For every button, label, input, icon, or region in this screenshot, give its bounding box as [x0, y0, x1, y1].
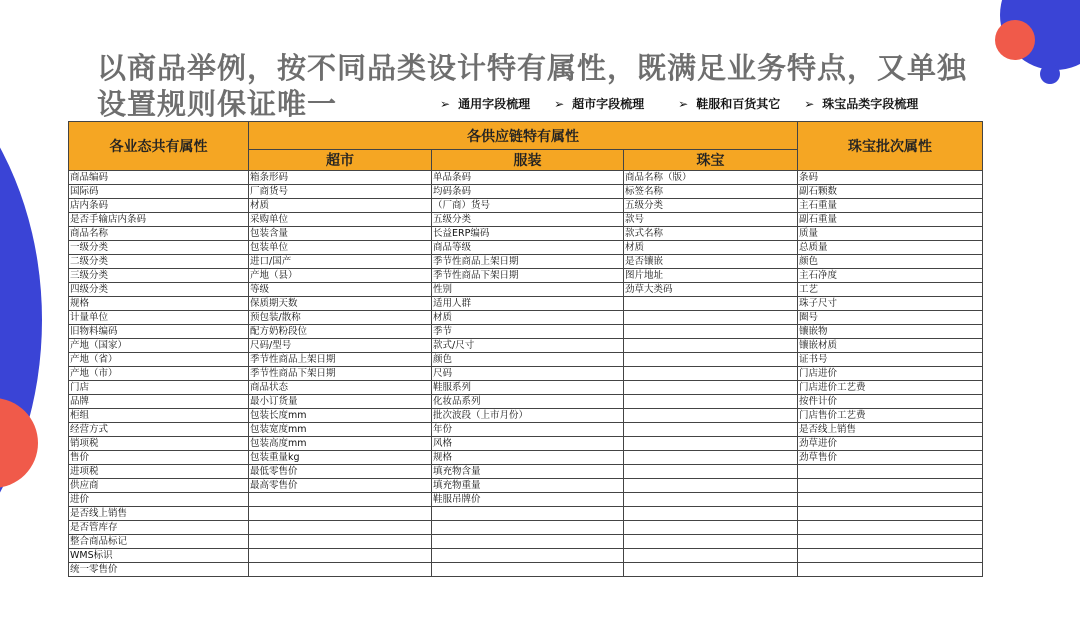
cell-supermarket [249, 521, 432, 535]
cell-jewelry-batch [798, 493, 983, 507]
cell-common: 柜组 [69, 409, 249, 423]
cell-jewelry [624, 395, 798, 409]
cell-apparel: 填充物含量 [432, 465, 624, 479]
cell-jewelry [624, 311, 798, 325]
cell-supermarket: 商品状态 [249, 381, 432, 395]
cell-jewelry-batch: 副石颗数 [798, 185, 983, 199]
table-row [69, 213, 983, 227]
cell-common: 售价 [69, 451, 249, 465]
header-supply-chain-attributes: 各供应链特有属性 [249, 122, 798, 150]
table-row [69, 269, 983, 283]
cell-common: 是否线上销售 [69, 507, 249, 521]
cell-supermarket: 配方奶粉段位 [249, 325, 432, 339]
cell-supermarket: 材质 [249, 199, 432, 213]
table-row [69, 283, 983, 297]
cell-jewelry [624, 423, 798, 437]
header-apparel: 服装 [432, 150, 624, 171]
cell-jewelry-batch: 是否线上销售 [798, 423, 983, 437]
decor-red-left-circle [0, 398, 38, 488]
cell-jewelry: 标签名称 [624, 185, 798, 199]
cell-common: 门店 [69, 381, 249, 395]
header-common-attributes: 各业态共有属性 [69, 122, 249, 171]
table-row [69, 549, 983, 563]
nav-item-market-fields[interactable]: ➢ 超市字段梳理 [554, 97, 645, 111]
cell-apparel: 均码条码 [432, 185, 624, 199]
table-body [69, 171, 983, 577]
cell-supermarket: 包装重量kg [249, 451, 432, 465]
cell-jewelry [624, 409, 798, 423]
cell-jewelry [624, 339, 798, 353]
cell-jewelry [624, 521, 798, 535]
cell-jewelry-batch: 工艺 [798, 283, 983, 297]
table-row [69, 409, 983, 423]
cell-supermarket: 包装高度mm [249, 437, 432, 451]
cell-jewelry [624, 437, 798, 451]
arrow-right-icon: ➢ [804, 97, 815, 111]
cell-apparel: 鞋服吊牌价 [432, 493, 624, 507]
cell-supermarket: 包装宽度mm [249, 423, 432, 437]
header-supermarket: 超市 [249, 150, 432, 171]
table-row [69, 185, 983, 199]
table-row [69, 199, 983, 213]
cell-common: 销项税 [69, 437, 249, 451]
cell-apparel: 尺码 [432, 367, 624, 381]
cell-jewelry [624, 325, 798, 339]
arrow-right-icon: ➢ [554, 97, 565, 111]
cell-apparel: 适用人群 [432, 297, 624, 311]
cell-apparel: 性别 [432, 283, 624, 297]
cell-common: 计量单位 [69, 311, 249, 325]
cell-jewelry: 款式名称 [624, 227, 798, 241]
cell-apparel: 鞋服系列 [432, 381, 624, 395]
cell-apparel: 材质 [432, 311, 624, 325]
cell-jewelry [624, 381, 798, 395]
cell-supermarket: 最低零售价 [249, 465, 432, 479]
table-row [69, 437, 983, 451]
table-row [69, 255, 983, 269]
cell-jewelry-batch: 圈号 [798, 311, 983, 325]
cell-apparel: 规格 [432, 451, 624, 465]
cell-jewelry-batch: 主石净度 [798, 269, 983, 283]
cell-common: 商品名称 [69, 227, 249, 241]
cell-supermarket: 采购单位 [249, 213, 432, 227]
cell-jewelry-batch: 条码 [798, 171, 983, 185]
table-row [69, 353, 983, 367]
cell-supermarket: 季节性商品下架日期 [249, 367, 432, 381]
cell-common: 品牌 [69, 395, 249, 409]
cell-jewelry [624, 479, 798, 493]
cell-supermarket: 产地（县） [249, 269, 432, 283]
cell-jewelry-batch: 门店进价工艺费 [798, 381, 983, 395]
cell-common: 产地（国家） [69, 339, 249, 353]
cell-jewelry [624, 563, 798, 577]
cell-jewelry [624, 507, 798, 521]
cell-jewelry: 商品名称（版） [624, 171, 798, 185]
cell-jewelry [624, 535, 798, 549]
cell-common: 规格 [69, 297, 249, 311]
header-jewelry: 珠宝 [624, 150, 798, 171]
cell-jewelry-batch: 镶嵌物 [798, 325, 983, 339]
arrow-right-icon: ➢ [678, 97, 689, 111]
table-row [69, 171, 983, 185]
table-row [69, 493, 983, 507]
table-row [69, 395, 983, 409]
cell-apparel: 商品等级 [432, 241, 624, 255]
cell-supermarket: 包装单位 [249, 241, 432, 255]
cell-apparel: 颜色 [432, 353, 624, 367]
cell-jewelry [624, 297, 798, 311]
cell-jewelry-batch: 总质量 [798, 241, 983, 255]
cell-apparel: 长益ERP编码 [432, 227, 624, 241]
cell-common: 一级分类 [69, 241, 249, 255]
table-row [69, 241, 983, 255]
cell-jewelry-batch: 主石重量 [798, 199, 983, 213]
cell-jewelry-batch: 劲草进价 [798, 437, 983, 451]
cell-common: 是否管库存 [69, 521, 249, 535]
cell-jewelry-batch: 珠子尺寸 [798, 297, 983, 311]
cell-apparel: 填充物重量 [432, 479, 624, 493]
cell-apparel: 批次波段（上市月份） [432, 409, 624, 423]
cell-common: WMS标识 [69, 549, 249, 563]
table-row [69, 311, 983, 325]
cell-common: 国际码 [69, 185, 249, 199]
cell-common: 进价 [69, 493, 249, 507]
cell-jewelry-batch: 门店进价 [798, 367, 983, 381]
cell-common: 进项税 [69, 465, 249, 479]
cell-jewelry-batch: 颜色 [798, 255, 983, 269]
cell-jewelry-batch [798, 521, 983, 535]
arrow-right-icon: ➢ [440, 97, 451, 111]
cell-common: 统一零售价 [69, 563, 249, 577]
cell-supermarket [249, 563, 432, 577]
table-row [69, 521, 983, 535]
cell-jewelry-batch [798, 549, 983, 563]
cell-apparel: 年份 [432, 423, 624, 437]
cell-supermarket: 最高零售价 [249, 479, 432, 493]
cell-jewelry: 是否镶嵌 [624, 255, 798, 269]
table-row [69, 227, 983, 241]
cell-apparel [432, 535, 624, 549]
cell-apparel [432, 521, 624, 535]
table-row [69, 451, 983, 465]
cell-jewelry: 图片地址 [624, 269, 798, 283]
nav-links [440, 95, 1000, 115]
header-jewelry-batch-attributes: 珠宝批次属性 [798, 122, 983, 171]
cell-jewelry: 材质 [624, 241, 798, 255]
cell-common: 供应商 [69, 479, 249, 493]
cell-supermarket: 尺码/型号 [249, 339, 432, 353]
table-row [69, 465, 983, 479]
table-row [69, 297, 983, 311]
table-row [69, 563, 983, 577]
nav-item-jewelry-fields[interactable]: ➢ 珠宝品类字段梳理 [804, 97, 919, 111]
cell-jewelry-batch: 劲草售价 [798, 451, 983, 465]
cell-common: 店内条码 [69, 199, 249, 213]
cell-jewelry [624, 465, 798, 479]
table-row [69, 507, 983, 521]
table-row [69, 367, 983, 381]
nav-item-apparel-fields[interactable]: ➢ 鞋服和百货其它 [678, 97, 781, 111]
cell-common: 是否手输店内条码 [69, 213, 249, 227]
cell-jewelry-batch [798, 465, 983, 479]
cell-apparel: 五级分类 [432, 213, 624, 227]
cell-common: 产地（市） [69, 367, 249, 381]
cell-common: 二级分类 [69, 255, 249, 269]
cell-jewelry-batch: 证书号 [798, 353, 983, 367]
cell-jewelry [624, 353, 798, 367]
cell-supermarket: 最小订货量 [249, 395, 432, 409]
table-row [69, 535, 983, 549]
cell-apparel [432, 563, 624, 577]
cell-supermarket: 进口/国产 [249, 255, 432, 269]
cell-apparel: （厂商）货号 [432, 199, 624, 213]
nav-item-common-fields[interactable]: ➢ 通用字段梳理 [440, 97, 531, 111]
cell-supermarket: 包装长度mm [249, 409, 432, 423]
cell-supermarket: 预包装/散称 [249, 311, 432, 325]
decor-red-top-right-circle [995, 20, 1035, 60]
cell-jewelry-batch: 门店售价工艺费 [798, 409, 983, 423]
cell-jewelry [624, 549, 798, 563]
table-row [69, 423, 983, 437]
cell-common: 产地（省） [69, 353, 249, 367]
cell-apparel: 季节 [432, 325, 624, 339]
cell-supermarket: 等级 [249, 283, 432, 297]
cell-supermarket [249, 507, 432, 521]
attribute-table [68, 121, 983, 577]
cell-jewelry: 劲草大类码 [624, 283, 798, 297]
cell-common: 整合商品标记 [69, 535, 249, 549]
cell-jewelry: 款号 [624, 213, 798, 227]
cell-jewelry-batch [798, 535, 983, 549]
decor-blue-small-circle [1040, 64, 1060, 84]
decor-blue-left-shape [0, 20, 42, 620]
cell-jewelry-batch: 质量 [798, 227, 983, 241]
cell-common: 商品编码 [69, 171, 249, 185]
cell-common: 三级分类 [69, 269, 249, 283]
cell-jewelry-batch: 按件计价 [798, 395, 983, 409]
cell-jewelry [624, 367, 798, 381]
cell-supermarket: 保质期天数 [249, 297, 432, 311]
cell-apparel: 单品条码 [432, 171, 624, 185]
cell-jewelry: 五级分类 [624, 199, 798, 213]
cell-apparel: 化妆品系列 [432, 395, 624, 409]
table-row [69, 339, 983, 353]
cell-supermarket [249, 549, 432, 563]
table-row [69, 325, 983, 339]
cell-apparel: 季节性商品上架日期 [432, 255, 624, 269]
cell-supermarket: 箱条形码 [249, 171, 432, 185]
table-row [69, 479, 983, 493]
cell-apparel: 风格 [432, 437, 624, 451]
cell-common: 旧物料编码 [69, 325, 249, 339]
cell-jewelry-batch: 镶嵌材质 [798, 339, 983, 353]
cell-jewelry-batch [798, 507, 983, 521]
cell-jewelry-batch [798, 479, 983, 493]
cell-apparel [432, 549, 624, 563]
cell-apparel: 款式/尺寸 [432, 339, 624, 353]
cell-jewelry-batch [798, 563, 983, 577]
cell-supermarket: 季节性商品上架日期 [249, 353, 432, 367]
cell-common: 经营方式 [69, 423, 249, 437]
cell-supermarket: 包装含量 [249, 227, 432, 241]
cell-supermarket: 厂商货号 [249, 185, 432, 199]
cell-supermarket [249, 493, 432, 507]
table-row [69, 381, 983, 395]
cell-jewelry [624, 493, 798, 507]
cell-jewelry [624, 451, 798, 465]
slide-title: 以商品举例，按不同品类设计特有属性，既满足业务特点，又单独设置规则保证唯一 [97, 51, 968, 121]
cell-common: 四级分类 [69, 283, 249, 297]
cell-apparel [432, 507, 624, 521]
cell-apparel: 季节性商品下架日期 [432, 269, 624, 283]
cell-supermarket [249, 535, 432, 549]
cell-jewelry-batch: 副石重量 [798, 213, 983, 227]
